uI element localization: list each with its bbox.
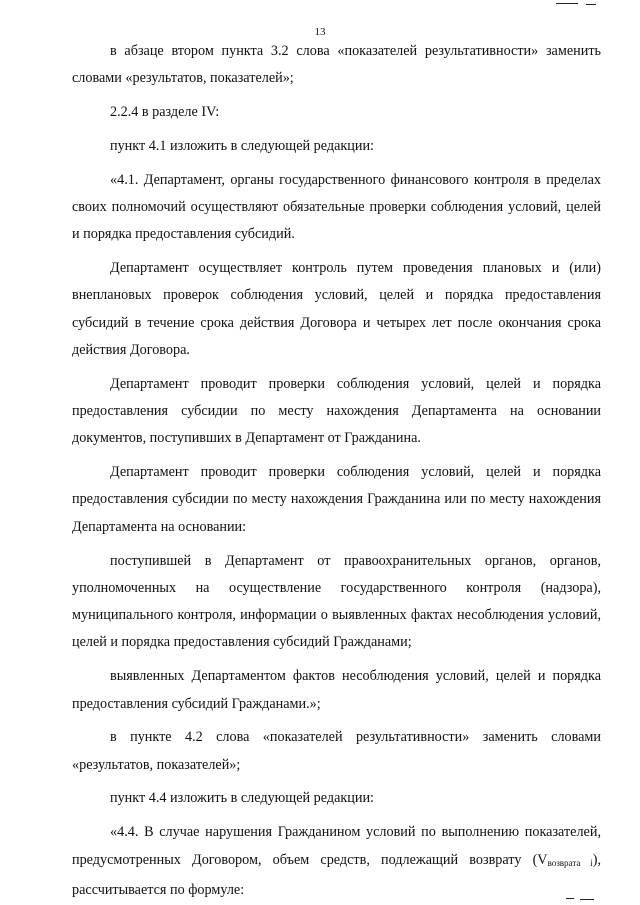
subscript: возврата i [547,857,593,868]
scan-artifact-top [586,4,596,5]
paragraph: «4.1. Департамент, органы государственного финансового контроля в пределах своих полномочий осуществляют обязательные проверки соблюдения условий, целей и порядка предоставления субсидий. [72,171,601,243]
paragraph-text: «4.4. В случае нарушения Гражданином условий по выполнению показателей, предусмотренных Договором, объем средств, подлежащий возврату (V [72,824,601,868]
paragraph: выявленных Департаментом фактов несоблюдения условий, целей и порядка предоставления субсидий Гражданами.»; [72,668,601,712]
paragraph: поступившей в Департамент от правоохранительных органов, органов, уполномоченных на осуществление государственного контроля (надзора), муниципального контроля, информации о выявленных фактах несоблюдения условий, целей и порядка предоставления субсидий Гражданами; [72,552,601,651]
paragraph: Департамент проводит проверки соблюдения условий, целей и порядка предоставления субсидии по месту нахождения Гражданина или по месту нахождения Департамента на основании: [72,464,601,535]
scan-artifact-top [556,3,578,4]
paragraph: пункт 4.1 изложить в следующей редакции: [110,137,374,154]
scan-artifact-bottom [580,899,594,900]
paragraph-text: ), рассчитывается по формуле: [72,851,602,898]
paragraph-formula-intro [72,819,601,904]
paragraph: в абзаце втором пункта 3.2 слова «показателей результативности» заменить словами «результатов, показателей»; [72,43,601,87]
paragraph: в пункте 4.2 слова «показателей результативности» заменить словами «результатов, показателей»; [72,729,601,773]
paragraph: Департамент проводит проверки соблюдения условий, целей и порядка предоставления субсидии по месту нахождения Департамента на основании документов, поступивших в Департамент от Гражданина. [72,375,601,447]
paragraph: пункт 4.4 изложить в следующей редакции: [110,790,374,807]
page-number: 13 [314,26,326,38]
document-body [72,38,601,904]
scan-artifact-bottom [566,898,574,899]
paragraph: Департамент осуществляет контроль путем проведения плановых и (или) внеплановых проверок соблюдения условий, целей и порядка предоставления субсидий в течение срока действия Договора и четырех лет после окончания срока действия Договора. [72,260,601,358]
paragraph: 2.2.4 в разделе IV: [110,104,220,121]
